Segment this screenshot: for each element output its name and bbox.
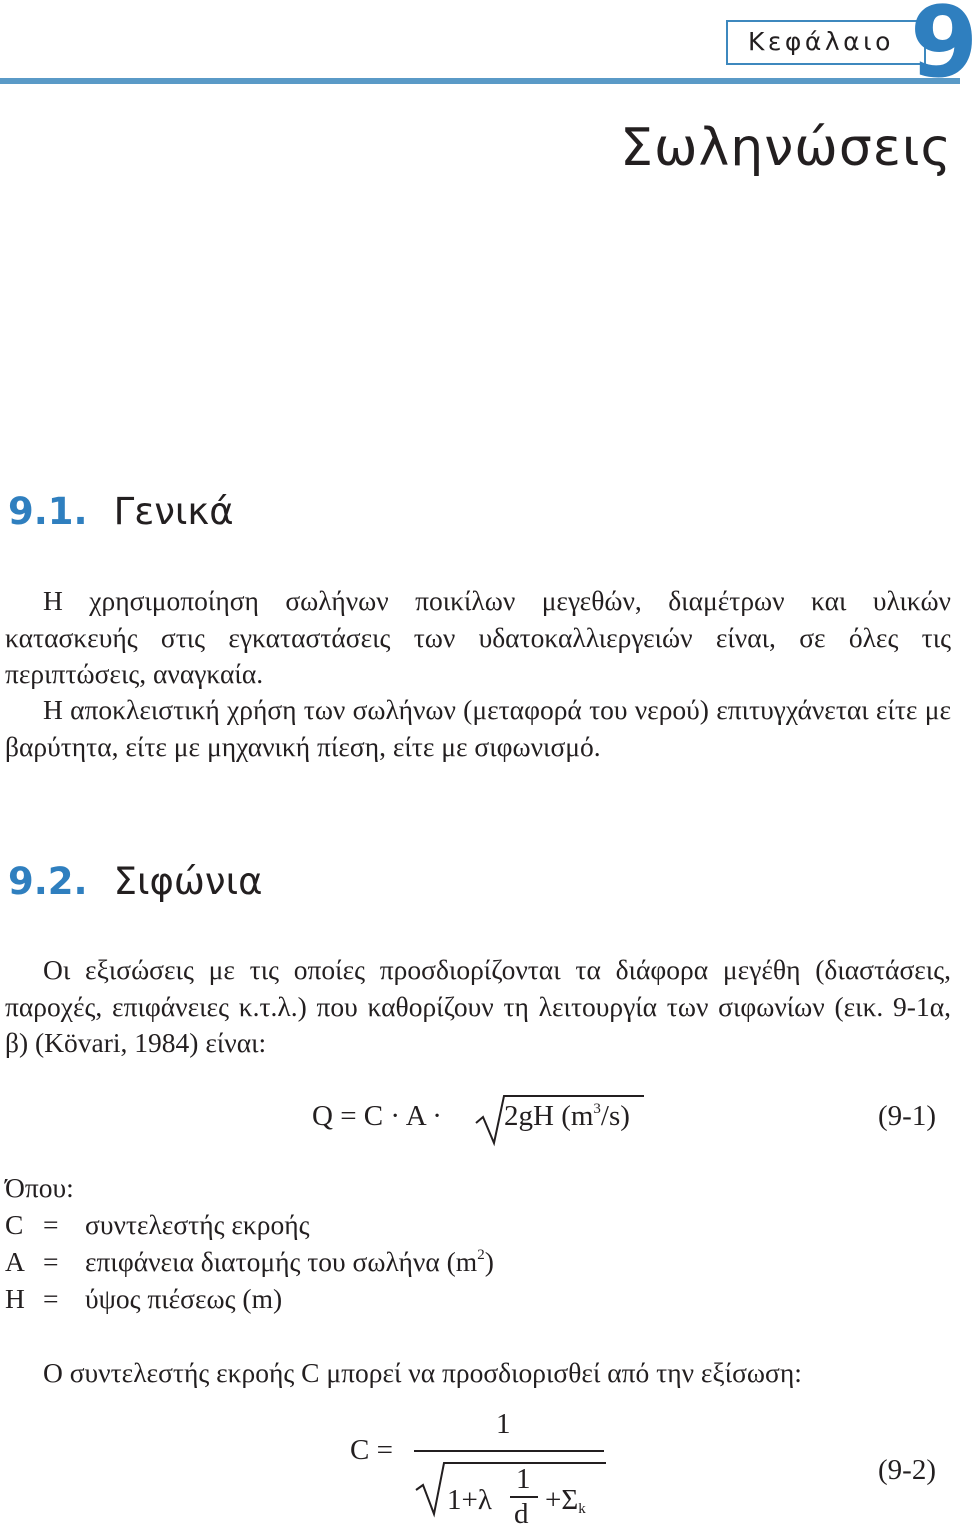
section-number: 9.2. [8,860,88,903]
definition-row: A = επιφάνεια διατομής του σωλήνα $(m^2)$ [5,1246,494,1277]
fraction-numerator: 1 [496,1408,511,1440]
where-title: Όπου: [5,1172,74,1203]
inner-fraction-numerator: 1 [516,1463,531,1495]
equation-radicand: 2gH $(m^3/s)$ [504,1100,630,1132]
section-title: Γενικά [113,490,234,533]
section-title: Σιφώνια [113,860,263,903]
paragraph: Η αποκλειστική χρήση των σωλήνων (μεταφορά του νερού) επιτυγχάνεται είτε με βαρύτητα, είτε με μηχανική πίεση, είτε με σιφωνισμό. [5,694,951,762]
chapter-title: Σωληνώσεις [620,118,952,178]
fraction-bar [414,1450,604,1452]
denominator-part: $+\Sigma_k$ [545,1484,586,1517]
paragraph: Η χρησιμοποίηση σωλήνων ποικίλων μεγεθών, διαμέτρων και υλικών κατασκευής στις εγκαταστάσεις των υδατοκαλλιεργειών είναι, σε όλες τις περιπτώσεις, αναγκαία. [5,585,951,689]
chapter-label: Κεφάλαιο [748,27,894,56]
section-heading-9-1 [8,490,234,533]
section-heading-9-2 [8,860,262,903]
paragraph: Οι εξισώσεις με τις οποίες προσδιορίζονται τα διάφορα μεγέθη (διαστάσεις, παροχές, επιφάνειες κ.τ.λ.) που καθορίζουν τη λειτουργία των σιφωνίων (εικ. 9-1α, β) (Kövari, 1984) είναι: [5,954,951,1058]
definition-row: H = ύψος πιέσεως (m) [5,1283,283,1314]
header-rule [0,78,960,84]
chapter-number: 9 [910,0,974,100]
intro-sentence: Ο συντελεστής εκροής C μπορεί να προσδιορισθεί από την εξίσωση: [43,1357,802,1388]
equation-label: (9-1) [878,1100,936,1132]
definition-row: C = συντελεστής εκροής [5,1209,310,1240]
equation-lhs: C = [350,1434,393,1466]
equation-label: (9-2) [878,1454,936,1486]
denominator-part: 1+λ [447,1484,492,1516]
section-number: 9.1. [8,490,88,533]
equation-lhs: Q = C · A · [312,1100,442,1132]
equation-9-1 [312,1100,442,1133]
inner-fraction-denominator: d [514,1498,529,1530]
